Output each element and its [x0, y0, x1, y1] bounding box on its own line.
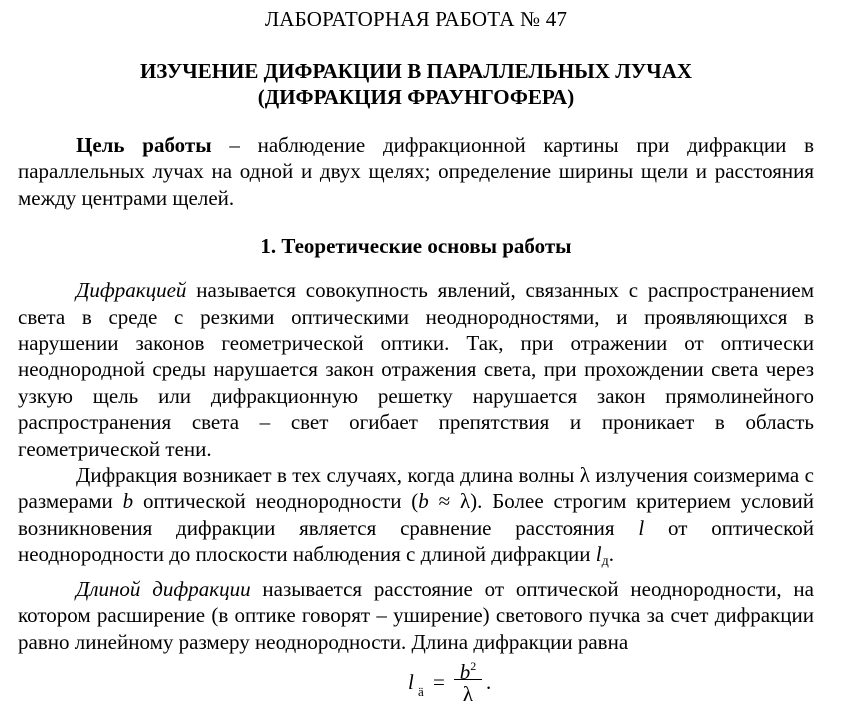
main-title	[18, 58, 814, 110]
formula-denominator: λ	[462, 682, 474, 706]
var-l: l	[638, 515, 645, 540]
formula-numerator-var: b	[459, 660, 471, 684]
paragraph-2-part-c: оптической неоднородности (	[133, 489, 419, 514]
goal-paragraph	[18, 132, 814, 211]
paragraph-diffraction-definition	[18, 277, 814, 462]
lab-title: ЛАБОРАТОРНАЯ РАБОТА № 47	[264, 7, 568, 31]
formula-lhs: l	[408, 670, 414, 694]
formula-fraction	[454, 654, 482, 706]
paragraph-3-text: называется расстояние от оптической неоднородности, на котором расширение (в оптике говорят – уширение) светового пучка за счет дифракции равно линейному размеру неоднородности. Длина дифракции равна	[18, 576, 814, 654]
paragraph-diffraction-conditions	[18, 462, 814, 576]
goal-label: Цель работы	[76, 133, 212, 157]
paragraph-2-part-f: от оптической неоднородности до плоскости наблюдения с длиной дифракции	[18, 515, 814, 567]
paragraph-2-part-a: Дифракция возникает в тех случаях, когда длина волны λ излучения соизмерима с размерами	[18, 463, 814, 514]
formula-exponent: 2	[470, 659, 477, 673]
section-title: 1. Теоретические основы работы	[260, 234, 572, 259]
diffraction-length-formula	[408, 654, 528, 712]
paragraph-2-part-e: ≈ λ). Более строгим критерием условий возникновения дифракции является сравнение расстояния	[18, 489, 814, 540]
formula-lhs-subscript: ä	[418, 684, 424, 699]
paragraph-1-text: называется совокупность явлений, связанных с распространением света в среде с резкими оптическими неоднородностями, и проявляющихся в нарушении законов геометрической оптики. Так, при отражении от оптически неоднородной среды нарушается закон отражения света, при прохождении света через узкую щель или дифракционную решетку нарушается закон прямолинейного распространения света – свет огибает препятствия и проникает в область геометрической тени.	[18, 278, 814, 461]
document-page	[0, 6, 849, 713]
var-b-2: b	[418, 489, 429, 514]
formula-numerator	[454, 654, 482, 684]
formula-equals: =	[433, 670, 445, 694]
paragraph-diffraction-length	[18, 576, 814, 655]
formula-period: .	[486, 670, 492, 694]
term-diffraction-length: Длиной дифракции	[76, 576, 251, 601]
goal-text: – наблюдение дифракционной картины при дифракции в параллельных лучах на одной и двух щелях; определение ширины щели и расстояния между центрами щелей.	[18, 133, 814, 210]
var-ld-subscript: д	[601, 554, 609, 570]
paragraph-2-end: .	[608, 542, 614, 567]
var-ld: l	[595, 542, 602, 567]
main-title-line-2: (ДИФРАКЦИЯ ФРАУНГОФЕРА)	[257, 85, 575, 109]
main-title-line-1: ИЗУЧЕНИЕ ДИФРАКЦИИ В ПАРАЛЛЕЛЬНЫХ ЛУЧАХ	[139, 59, 693, 83]
term-diffraction: Дифракцией	[76, 278, 187, 303]
var-b: b	[122, 489, 134, 514]
